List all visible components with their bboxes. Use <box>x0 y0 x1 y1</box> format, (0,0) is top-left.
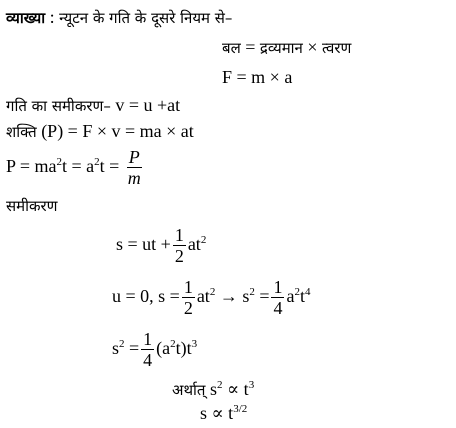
equation-2 <box>112 274 311 318</box>
conclusion1-exp2: 3 <box>248 379 255 391</box>
power2-tail: t = <box>99 156 124 176</box>
power-label: शक्ति <box>6 123 37 141</box>
eq3-equals: = <box>124 338 140 358</box>
eq3-denominator: 4 <box>143 350 153 371</box>
eq2-exp4: 4 <box>305 286 311 298</box>
eq3-numerator: 1 <box>143 329 153 350</box>
heading <box>6 6 232 29</box>
power2-lhs: P = ma <box>6 156 57 176</box>
power2-exp2: 2 <box>94 156 100 168</box>
eq2-denominator-1: 2 <box>183 298 193 319</box>
eq3-exp2: 2 <box>170 338 176 350</box>
motion-equation-formula: v = u +at <box>110 95 181 115</box>
eq3-exp3: 3 <box>191 338 198 350</box>
eq3-mid: (a <box>156 338 171 358</box>
eq2-arrow: → s <box>215 286 250 306</box>
eq1-fraction <box>173 225 186 266</box>
eq1-exp: 2 <box>200 234 207 246</box>
eq2-denominator-2: 4 <box>273 298 283 319</box>
eq2-fraction-1 <box>182 277 195 318</box>
power2-numerator: P <box>128 147 140 168</box>
law-words-times: × <box>302 37 323 57</box>
conclusion2-exp: 3/2 <box>233 403 248 415</box>
power2-fraction <box>126 147 143 188</box>
heading-text: न्यूटन के गति के दूसरे नियम से– <box>59 9 233 27</box>
power2-mid: t = a <box>61 156 95 176</box>
eq2-exp1: 2 <box>209 286 216 298</box>
law-symbols: F = m × a <box>222 67 293 87</box>
eq3-lhs: s <box>112 338 120 358</box>
law-words-eq: = <box>240 37 260 57</box>
eq1-numerator: 1 <box>174 225 184 246</box>
heading-colon: : <box>45 7 60 27</box>
power2-exp1: 2 <box>56 156 62 168</box>
law-words-acceleration: त्वरण <box>322 39 352 57</box>
eq1-lhs: s = ut + <box>116 234 171 254</box>
eq2-numerator-1: 1 <box>183 277 193 298</box>
conclusion1-label: अर्थात् <box>172 381 206 399</box>
eq3-fraction <box>141 329 154 370</box>
eq1-rhs: at <box>187 234 201 254</box>
conclusion2-formula: s ∝ t <box>200 403 234 423</box>
motion-equation <box>6 94 180 117</box>
equation-1 <box>116 222 206 266</box>
eq2-numerator-2: 1 <box>273 277 283 298</box>
eq2-lhs: u = 0, s = <box>112 286 180 306</box>
law-words-lhs: बल <box>222 39 241 57</box>
eq2-exp2: 2 <box>249 286 255 298</box>
power-line-2 <box>6 144 145 188</box>
heading-label: व्याख्या <box>6 9 46 27</box>
conclusion1-exp1: 2 <box>217 379 223 391</box>
conclusion1-formula: s <box>205 379 217 399</box>
eq3-exp1: 2 <box>119 338 125 350</box>
motion-equation-label: गति का समीकरण– <box>6 97 111 115</box>
power-formula: (P) = F × v = ma × at <box>36 121 194 141</box>
law-words <box>222 36 351 59</box>
eq2-mid: at <box>196 286 210 306</box>
eq2-fraction-2 <box>271 277 284 318</box>
eq3-mid2: t)t <box>175 338 192 358</box>
power2-denominator: m <box>127 168 141 189</box>
equation-3 <box>112 326 197 370</box>
eq2-exp3: 2 <box>294 286 300 298</box>
conclusion-1 <box>172 378 254 401</box>
eq1-denominator: 2 <box>174 246 184 267</box>
law-words-mass: द्रव्यमान <box>259 39 303 57</box>
eq2-equals: = <box>254 286 270 306</box>
eq2-rhs: a <box>286 286 295 306</box>
section-label-text: समीकरण <box>6 197 58 215</box>
conclusion1-prop: ∝ t <box>222 379 249 399</box>
power-line <box>6 120 194 143</box>
section-label <box>6 194 58 217</box>
eq2-rhs2: t <box>299 286 305 306</box>
conclusion-2 <box>200 402 247 424</box>
